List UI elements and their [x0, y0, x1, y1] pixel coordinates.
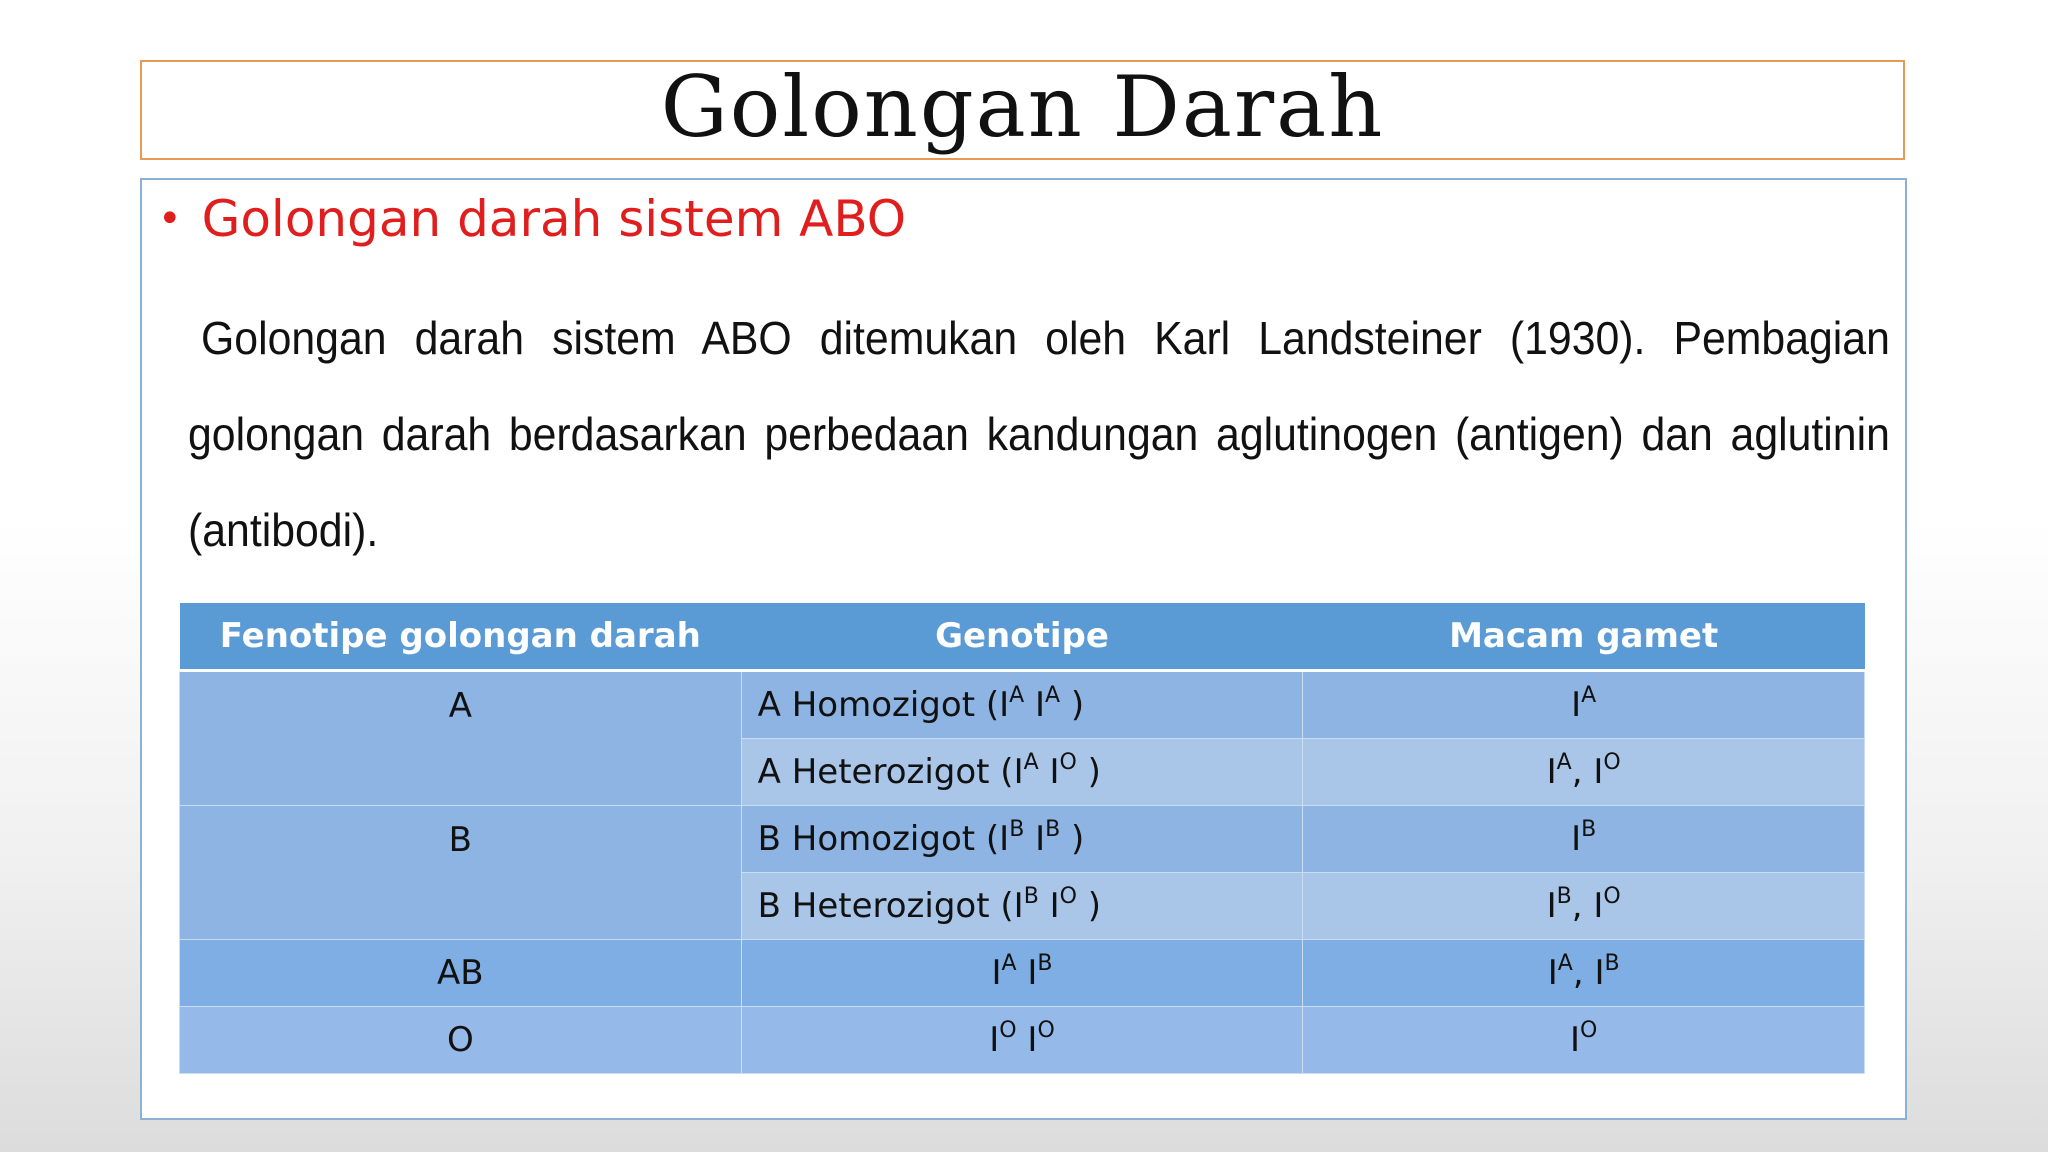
slide-title: Golongan Darah [660, 58, 1385, 156]
blood-type-table [179, 603, 1865, 1074]
genotipe-cell: A Heterozigot ($I^A$ $I^O$ ) [741, 739, 1303, 806]
genotipe-cell: $I^A$ $I^B$ [741, 940, 1303, 1007]
gamet-cell: $I^A$, $I^B$ [1303, 940, 1865, 1007]
gamet-cell: $I^A$ [1303, 671, 1865, 739]
gamet-cell: $I^B$, $I^O$ [1303, 873, 1865, 940]
description-paragraph: Golongan darah sistem ABO ditemukan oleh Karl Landsteiner (1930). Pembagian golongan darah berdasarkan perbedaan kandungan aglutinogen (antigen) dan aglutinin (antibodi). [188, 312, 1890, 556]
table-row [180, 940, 1865, 1007]
header-gamet: Macam gamet [1303, 603, 1865, 671]
slide-title-box [140, 60, 1905, 160]
fenotipe-cell: B [180, 806, 742, 940]
table-row [180, 671, 1865, 739]
bullet-dot-icon: • [158, 196, 182, 242]
bullet-heading-text: Golongan darah sistem ABO [201, 190, 907, 248]
fenotipe-cell: A [180, 671, 742, 806]
fenotipe-cell: AB [180, 940, 742, 1007]
header-fenotipe: Fenotipe golongan darah [180, 603, 742, 671]
gamet-cell: $I^B$ [1303, 806, 1865, 873]
gamet-cell: $I^O$ [1303, 1007, 1865, 1074]
genotipe-cell: B Heterozigot ($I^B$ $I^O$ ) [741, 873, 1303, 940]
table-header-row [180, 603, 1865, 671]
slide-content-box [140, 178, 1907, 1120]
fenotipe-cell: O [180, 1007, 742, 1074]
table-row [180, 1007, 1865, 1074]
bullet-heading [158, 190, 906, 248]
genotipe-cell: $I^O$ $I^O$ [741, 1007, 1303, 1074]
genotipe-cell: A Homozigot ($I^A$ $I^A$ ) [741, 671, 1303, 739]
genotipe-cell: B Homozigot ($I^B$ $I^B$ ) [741, 806, 1303, 873]
gamet-cell: $I^A$, $I^O$ [1303, 739, 1865, 806]
table-row [180, 806, 1865, 873]
header-genotipe: Genotipe [741, 603, 1303, 671]
